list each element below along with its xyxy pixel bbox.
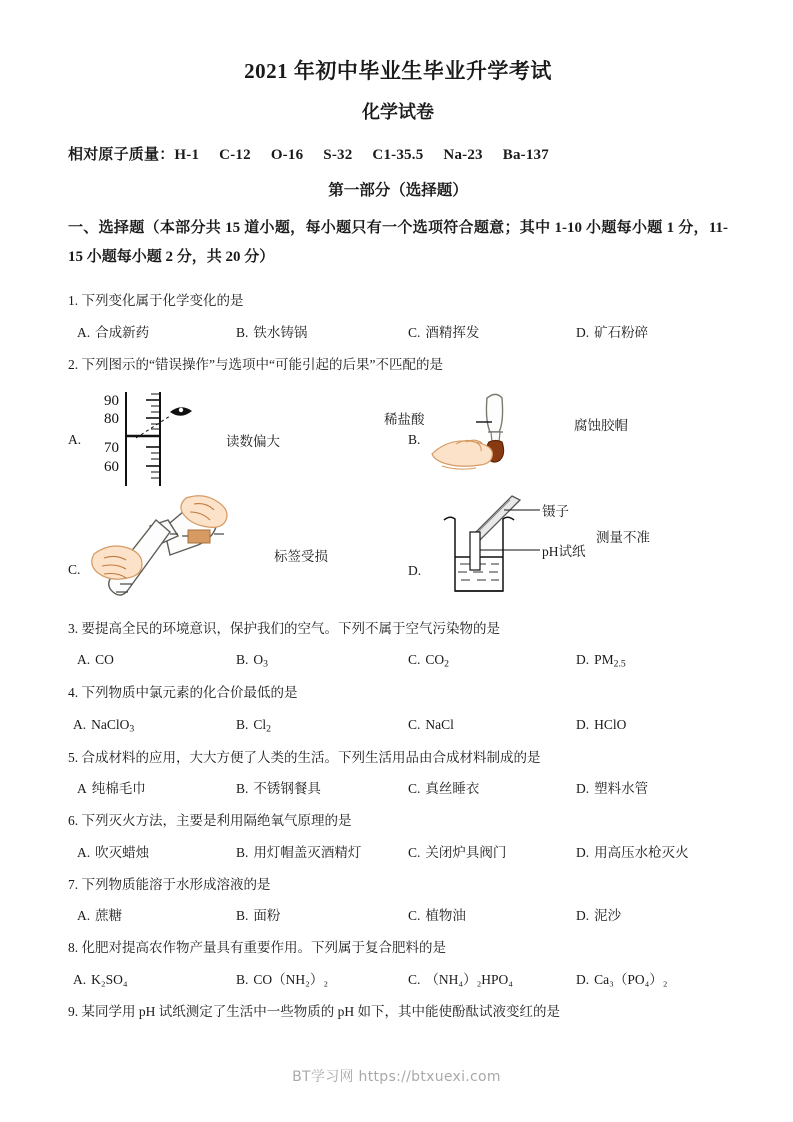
- option-label: D.: [576, 844, 590, 860]
- question-6-option-b[interactable]: [236, 837, 408, 868]
- page-content: [68, 58, 728, 1029]
- question-3-options: [68, 644, 728, 676]
- question-2-picture-options: [68, 388, 728, 608]
- option-formula: Ca₃（PO₄）₂: [594, 971, 668, 987]
- question-5-options: [68, 773, 728, 804]
- option-label: C.: [408, 844, 421, 860]
- option-text: 泥沙: [594, 908, 622, 924]
- option-label: D.: [576, 716, 590, 732]
- option-subscript: 2: [444, 659, 450, 671]
- svg-text:60: 60: [104, 458, 119, 475]
- question-3: [68, 614, 728, 676]
- beaker-tweezers-ph-paper-icon: [430, 494, 650, 606]
- atomic-mass-s: S-32: [323, 146, 353, 163]
- option-label: A: [77, 781, 87, 797]
- option-label: A.: [77, 908, 91, 924]
- question-2-option-b-consequence: 腐蚀胶帽: [574, 417, 628, 433]
- question-3-stem: [68, 614, 728, 644]
- question-4-option-d[interactable]: [576, 709, 726, 741]
- option-label: B.: [236, 324, 249, 340]
- question-2-option-c-consequence: 标签受损: [274, 548, 328, 564]
- question-8-text: 化肥对提高农作物产量具有重要作用。下列属于复合肥料的是: [81, 940, 446, 956]
- option-text: 矿石粉碎: [594, 324, 649, 340]
- question-2-picture-row-top: [68, 388, 728, 492]
- question-2-option-b-annotation: 稀盐酸: [384, 411, 425, 427]
- atomic-mass-ba: Ba-137: [502, 146, 549, 163]
- option-label: B.: [236, 908, 249, 924]
- question-7-option-a[interactable]: [68, 900, 236, 931]
- question-3-option-a[interactable]: [68, 644, 236, 676]
- question-3-option-b[interactable]: [236, 644, 408, 676]
- question-1-options: [68, 317, 728, 348]
- atomic-mass-cl: C1-35.5: [372, 146, 424, 163]
- question-4-text: 下列物质中氯元素的化合价最低的是: [81, 685, 298, 701]
- question-3-number: 3.: [68, 620, 79, 636]
- question-5-option-d[interactable]: [576, 773, 726, 804]
- question-4-options: [68, 709, 728, 741]
- option-label: C.: [408, 716, 421, 732]
- measuring-cylinder-eye-icon: [90, 390, 218, 490]
- question-5-option-c[interactable]: [408, 773, 576, 804]
- option-label: B.: [236, 652, 249, 668]
- question-6-option-d[interactable]: [576, 837, 726, 868]
- question-7-options: [68, 900, 728, 931]
- option-text: CO: [95, 652, 114, 668]
- question-5-text: 合成材料的应用，大大方便了人类的生活。下列生活用品由合成材料制成的是: [81, 749, 541, 765]
- question-7-option-d[interactable]: [576, 900, 726, 931]
- question-8-option-b[interactable]: [236, 964, 408, 995]
- question-7-text: 下列物质能溶于水形成溶液的是: [81, 876, 271, 892]
- part-one-title: 第一部分（选择题）: [328, 181, 468, 199]
- option-label: A.: [77, 652, 91, 668]
- question-8-options: [68, 964, 728, 995]
- page-title: 2021 年初中毕业生毕业升学考试: [244, 59, 552, 83]
- option-label: A.: [77, 324, 91, 340]
- option-text: 吹灭蜡烛: [95, 844, 150, 860]
- page-subtitle: 化学试卷: [362, 102, 434, 123]
- option-text: 纯棉毛巾: [91, 781, 146, 797]
- question-2-option-a-consequence: 读数偏大: [226, 433, 280, 449]
- option-text: 蔗糖: [95, 908, 123, 924]
- option-label: B.: [236, 716, 249, 732]
- question-1: [68, 286, 728, 347]
- question-1-number: 1.: [68, 293, 79, 309]
- question-1-stem: [68, 286, 728, 316]
- question-7-stem: [68, 870, 728, 900]
- question-4-option-a[interactable]: [68, 709, 236, 741]
- option-text: HClO: [594, 716, 627, 732]
- option-label: D.: [576, 908, 590, 924]
- question-8: [68, 933, 728, 994]
- question-2-number: 2.: [68, 356, 79, 372]
- option-label: C.: [408, 781, 421, 797]
- option-subscript: 2.5: [613, 659, 626, 671]
- option-label: A.: [77, 844, 91, 860]
- question-6-stem: [68, 806, 728, 836]
- question-2-option-b[interactable]: [384, 392, 728, 488]
- svg-text:70: 70: [104, 439, 119, 456]
- question-9: [68, 997, 728, 1027]
- question-2-option-d-annotation-top: 镊子: [542, 503, 569, 519]
- question-3-text: 要提高全民的环境意识，保护我们的空气。下列不属于空气污染物的是: [81, 620, 500, 636]
- question-6-number: 6.: [68, 813, 79, 829]
- option-label: C.: [408, 908, 421, 924]
- atomic-mass-c: C-12: [219, 146, 251, 163]
- option-subscript: 3: [129, 723, 135, 735]
- option-text: O: [253, 652, 264, 668]
- svg-text:90: 90: [104, 392, 119, 409]
- option-label: D.: [576, 324, 590, 340]
- option-formula: CO（NH₂）₂: [253, 971, 329, 987]
- section-one-intro: 一、选择题（本部分共 15 道小题，每小题只有一个选项符合题意；其中 1-10 小题每小题 1 分，11-15 小题每小题 2 分，共 20 分）: [68, 219, 728, 265]
- question-9-stem: [68, 997, 728, 1027]
- question-4-stem: [68, 678, 728, 708]
- question-1-option-d[interactable]: [576, 317, 726, 348]
- option-text: 不锈钢餐具: [253, 781, 321, 797]
- question-3-option-c[interactable]: [408, 644, 576, 676]
- question-4-number: 4.: [68, 685, 79, 701]
- option-text: 植物油: [425, 908, 466, 924]
- option-label: D.: [408, 562, 422, 578]
- relative-atomic-mass-line: [68, 143, 728, 164]
- option-label: C.: [408, 971, 421, 987]
- option-text: Cl: [253, 716, 267, 732]
- option-text: 面粉: [253, 908, 281, 924]
- question-1-option-c[interactable]: [408, 317, 576, 348]
- option-text: NaCl: [425, 716, 454, 732]
- option-text: PM: [594, 652, 614, 668]
- question-8-option-c[interactable]: [408, 964, 576, 995]
- question-6-options: [68, 837, 728, 868]
- option-text: 用灯帽盖灭酒精灯: [253, 844, 362, 860]
- option-subscript: 2: [266, 723, 272, 735]
- atomic-mass-o: O-16: [270, 146, 304, 163]
- question-7: [68, 870, 728, 931]
- option-text: 铁水铸锅: [253, 324, 308, 340]
- option-text: 真丝睡衣: [425, 781, 480, 797]
- question-5-option-b[interactable]: [236, 773, 408, 804]
- question-5-number: 5.: [68, 749, 79, 765]
- option-label: B.: [236, 971, 249, 987]
- question-7-option-b[interactable]: [236, 900, 408, 931]
- atomic-mass-h: H-1: [174, 146, 200, 163]
- atomic-mass-na: Na-23: [443, 146, 483, 163]
- option-label: C.: [408, 652, 421, 668]
- svg-text:80: 80: [104, 410, 119, 427]
- question-4-option-c[interactable]: [408, 709, 576, 741]
- option-label: A.: [68, 431, 82, 447]
- question-2-option-d-annotation-bottom: pH试纸: [542, 543, 586, 559]
- relative-atomic-mass-label: 相对原子质量：: [68, 146, 175, 163]
- question-4: [68, 678, 728, 740]
- question-2-option-d[interactable]: [408, 494, 728, 606]
- question-2-option-a[interactable]: [68, 390, 408, 490]
- question-6: [68, 806, 728, 867]
- question-8-stem: [68, 933, 728, 963]
- question-2-stem: [68, 350, 728, 380]
- option-subscript: 3: [263, 659, 268, 671]
- site-watermark: BT学习网 https://btxuexi.com: [292, 1069, 501, 1085]
- option-label: D.: [576, 781, 590, 797]
- question-6-text: 下列灭火方法，主要是利用隔绝氧气原理的是: [81, 813, 352, 829]
- question-9-number: 9.: [68, 1003, 79, 1019]
- option-label: B.: [236, 781, 249, 797]
- question-1-text: 下列变化属于化学变化的是: [81, 293, 244, 309]
- option-label: B.: [236, 844, 249, 860]
- question-9-text: 某同学用 pH 试纸测定了生活中一些物质的 pH 如下，其中能使酚酞试液变红的是: [81, 1003, 560, 1019]
- option-formula: K₂SO₄: [91, 971, 128, 987]
- option-label: C.: [408, 324, 421, 340]
- question-5: [68, 743, 728, 804]
- question-6-option-a[interactable]: [68, 837, 236, 868]
- pouring-test-tube-icon: [90, 494, 270, 606]
- question-6-option-c[interactable]: [408, 837, 576, 868]
- dropper-hand-icon: [384, 392, 570, 488]
- question-4-option-b[interactable]: [236, 709, 408, 741]
- question-2-option-d-consequence: 测量不准: [596, 529, 650, 545]
- option-text: 塑料水管: [594, 781, 649, 797]
- question-2: [68, 350, 728, 608]
- option-formula: （NH₄）₂HPO₄: [425, 971, 514, 987]
- question-5-stem: [68, 743, 728, 773]
- question-8-option-d[interactable]: [576, 964, 726, 995]
- question-1-option-b[interactable]: [236, 317, 408, 348]
- question-8-number: 8.: [68, 940, 79, 956]
- option-text: 合成新药: [95, 324, 150, 340]
- option-text: 酒精挥发: [425, 324, 480, 340]
- option-label: D.: [576, 652, 590, 668]
- option-text: 用高压水枪灭火: [594, 844, 689, 860]
- question-8-option-a[interactable]: [68, 964, 236, 995]
- question-2-option-c[interactable]: [68, 494, 408, 606]
- option-label: A.: [73, 716, 87, 732]
- option-label: D.: [576, 971, 590, 987]
- question-2-picture-row-bottom: [68, 492, 728, 608]
- option-text: 关闭炉具阀门: [425, 844, 507, 860]
- question-3-option-d[interactable]: [576, 644, 726, 676]
- option-label: A.: [73, 971, 87, 987]
- question-7-number: 7.: [68, 876, 79, 892]
- option-text: NaClO: [91, 716, 130, 732]
- question-7-option-c[interactable]: [408, 900, 576, 931]
- question-2-text: 下列图示的“错误操作”与选项中“可能引起的后果”不匹配的是: [81, 356, 443, 372]
- question-5-option-a[interactable]: [68, 773, 236, 804]
- option-label: C.: [68, 561, 81, 577]
- option-label: B.: [408, 431, 421, 447]
- question-1-option-a[interactable]: [68, 317, 236, 348]
- option-text: CO: [425, 652, 445, 668]
